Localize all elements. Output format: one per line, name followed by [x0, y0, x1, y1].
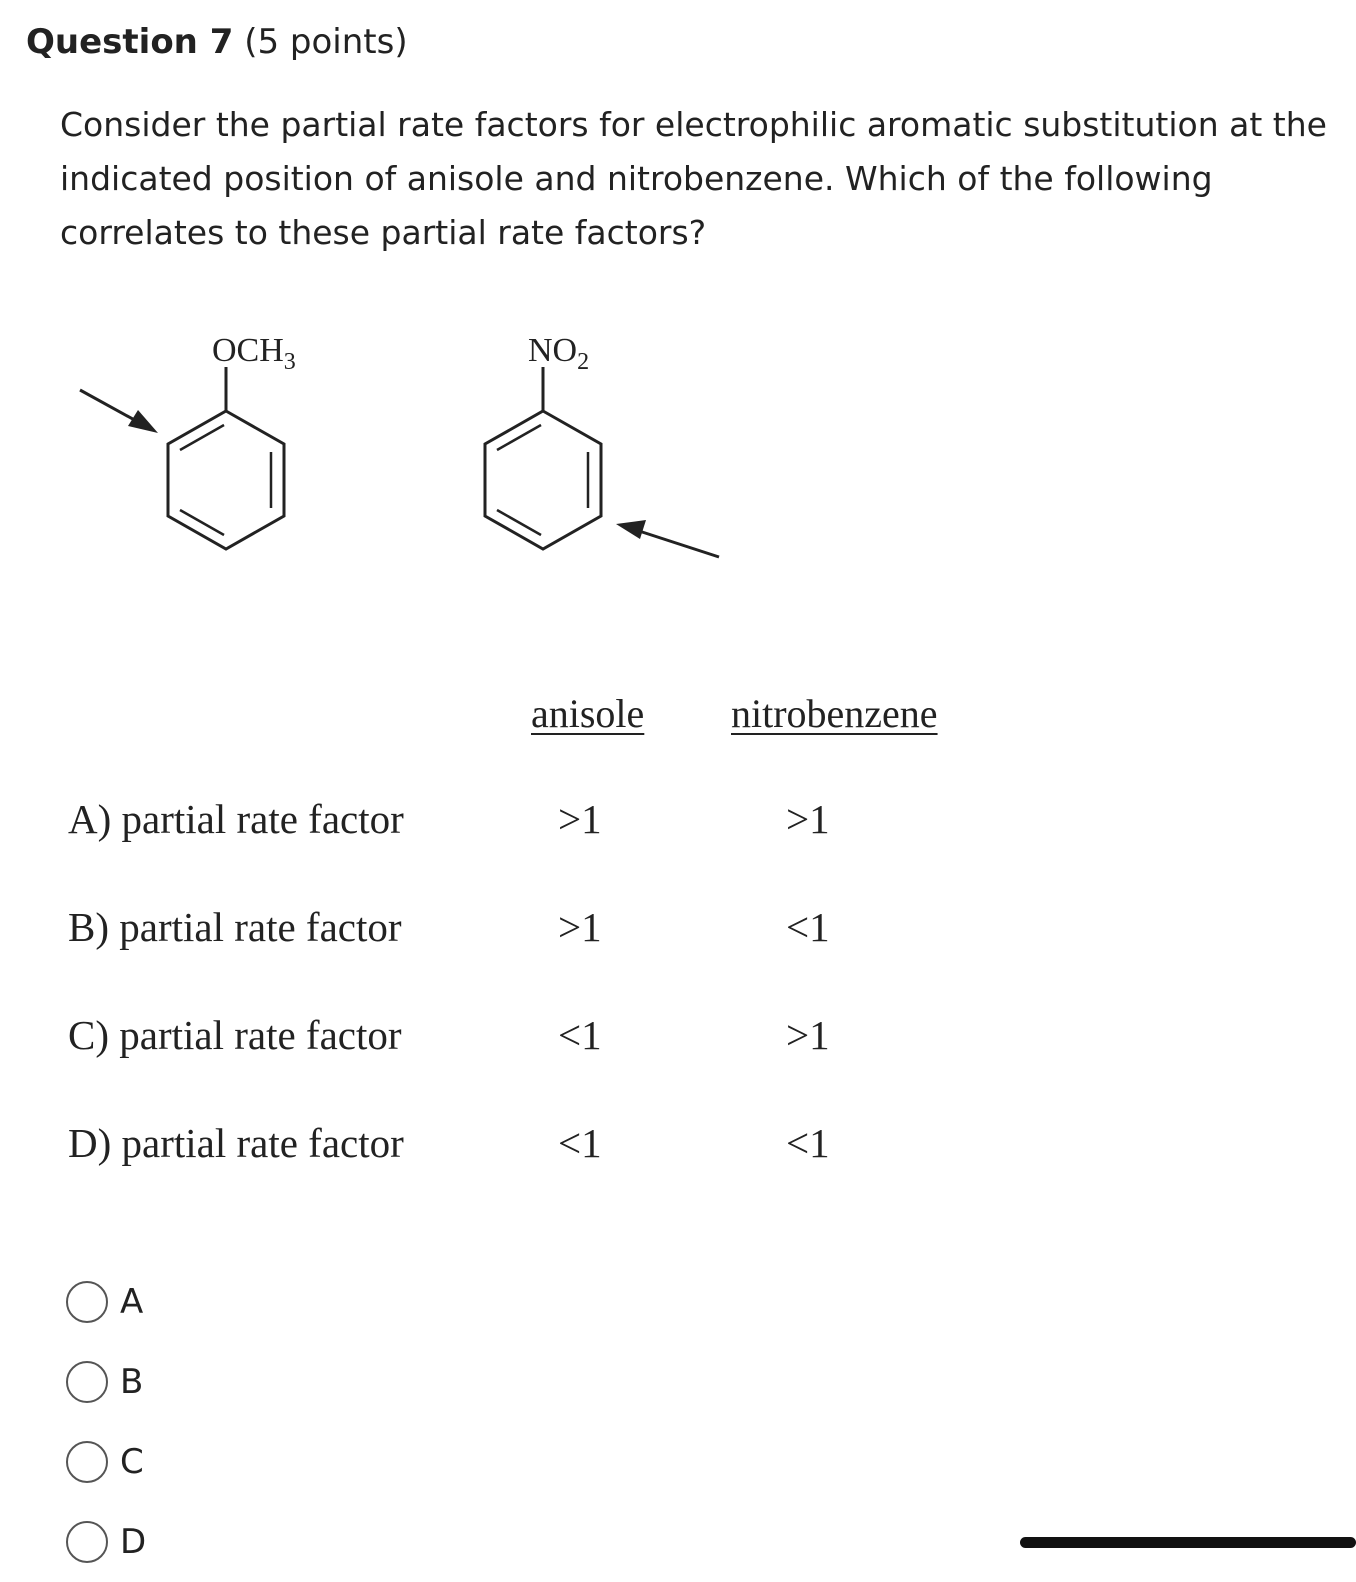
- column-header-anisole: anisole: [531, 691, 645, 736]
- question-prompt: Consider the partial rate factors for electrophilic aromatic substitution at the indicated position of anisole and nitrobenzene. Which of the following correlates to these partial rate factors?: [60, 105, 1327, 252]
- answer-choices: [66, 1262, 146, 1582]
- choice-label: D: [120, 1522, 147, 1562]
- question-number: Question 7: [26, 22, 234, 62]
- nitrobenzene-value: >1: [786, 796, 830, 842]
- anisole-structure: [80, 332, 296, 549]
- structures-figure: [0, 300, 800, 600]
- choice-a[interactable]: [66, 1262, 146, 1342]
- row-label: C) partial rate factor: [68, 1012, 402, 1058]
- table-row-b: [68, 903, 968, 953]
- nitrobenzene-ring: [485, 411, 601, 549]
- anisole-value: <1: [558, 1012, 602, 1058]
- choice-label: A: [120, 1282, 144, 1322]
- anisole-position-arrow: [80, 390, 140, 423]
- radio-button-a[interactable]: [66, 1281, 108, 1323]
- radio-button-d[interactable]: [66, 1521, 108, 1563]
- row-label: B) partial rate factor: [68, 904, 402, 950]
- table-row-c: [68, 1011, 968, 1061]
- radio-button-b[interactable]: [66, 1361, 108, 1403]
- nitrobenzene-value: >1: [786, 1012, 830, 1058]
- question-points: (5 points): [244, 22, 408, 62]
- choice-label: B: [120, 1362, 144, 1402]
- row-label: D) partial rate factor: [68, 1120, 404, 1166]
- nitrobenzene-value: <1: [786, 904, 830, 950]
- anisole-value: <1: [558, 1120, 602, 1166]
- table-row-d: [68, 1119, 968, 1169]
- horizontal-scrollbar[interactable]: [1020, 1537, 1356, 1548]
- anisole-value: >1: [558, 904, 602, 950]
- choice-d[interactable]: [66, 1502, 146, 1582]
- nitrobenzene-structure: [485, 332, 719, 557]
- choice-label: C: [120, 1442, 144, 1482]
- question-header: [26, 22, 408, 62]
- nitro-substituent-label: $NO_2$: [528, 332, 590, 375]
- anisole-substituent-label: $OCH_3$: [212, 332, 296, 375]
- row-label: A) partial rate factor: [68, 796, 404, 842]
- radio-button-c[interactable]: [66, 1441, 108, 1483]
- choice-c[interactable]: [66, 1422, 146, 1502]
- anisole-value: >1: [558, 796, 602, 842]
- anisole-ring: [168, 411, 284, 549]
- column-header-nitrobenzene: nitrobenzene: [731, 691, 938, 736]
- table-row-a: [68, 795, 968, 845]
- nitrobenzene-position-arrow: [636, 530, 719, 557]
- choice-b[interactable]: [66, 1342, 146, 1422]
- nitrobenzene-value: <1: [786, 1120, 830, 1166]
